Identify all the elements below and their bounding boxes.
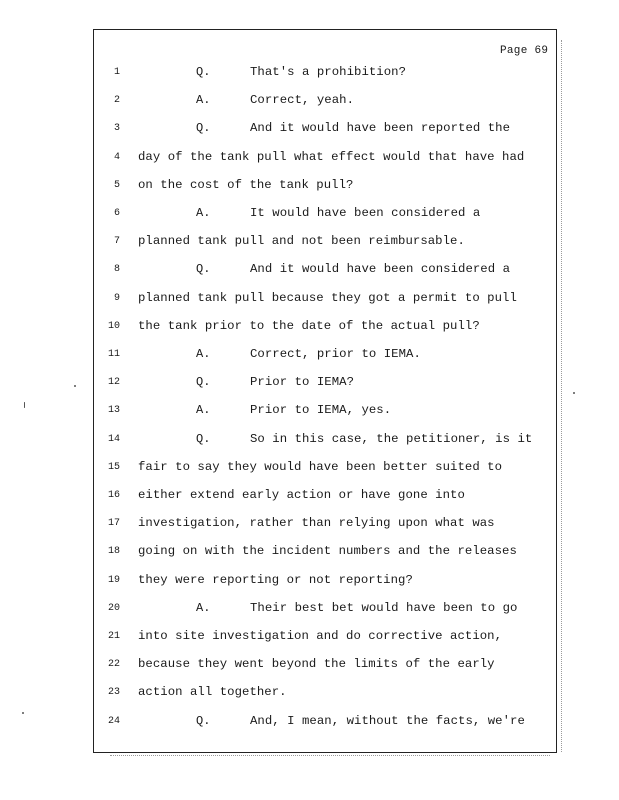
speaker-label: A. [196,206,211,220]
line-number: 17 [107,518,120,529]
line-number: 12 [107,377,120,388]
line-number: 2 [113,95,120,106]
line-number: 21 [107,631,120,642]
line-text: Correct, prior to IEMA. [250,347,421,361]
line-text: Their best bet would have been to go [250,601,518,615]
speaker-label: A. [196,601,211,615]
line-number: 22 [107,659,120,670]
line-number: 10 [107,321,120,332]
line-text: they were reporting or not reporting? [138,573,413,587]
line-number: 5 [113,180,120,191]
transcript-line [0,375,619,395]
line-text: day of the tank pull what effect would that have had [138,150,525,164]
line-text: Correct, yeah. [250,93,355,107]
speaker-label: A. [196,347,211,361]
line-number: 4 [113,152,120,163]
transcript-line [0,234,619,254]
line-number: 9 [113,293,120,304]
page-number: Page 69 [500,45,549,57]
line-text: fair to say they would have been better suited to [138,460,503,474]
line-number: 1 [113,67,120,78]
transcript-line [0,488,619,508]
speaker-label: Q. [196,375,211,389]
line-number: 13 [107,405,120,416]
speaker-label: A. [196,403,211,417]
transcript-line [0,291,619,311]
line-text: the tank prior to the date of the actual pull? [138,319,480,333]
line-text: planned tank pull because they got a permit to pull [138,291,517,305]
speaker-label: Q. [196,65,211,79]
line-text: planned tank pull and not been reimbursable. [138,234,465,248]
line-number: 24 [107,716,120,727]
line-number: 18 [107,546,120,557]
line-text: That's a prohibition? [250,65,407,79]
transcript-line [0,685,619,705]
transcript-line [0,121,619,141]
line-number: 6 [113,208,120,219]
line-number: 16 [107,490,120,501]
transcript-line [0,714,619,734]
line-text: It would have been considered a [250,206,481,220]
line-number: 20 [107,603,120,614]
transcript-line [0,460,619,480]
line-text: And it would have been reported the [250,121,511,135]
transcript-line [0,516,619,536]
line-number: 19 [107,575,120,586]
line-text: So in this case, the petitioner, is it [250,432,533,446]
line-text: on the cost of the tank pull? [138,178,354,192]
line-text: Prior to IEMA? [250,375,355,389]
transcript-line [0,544,619,564]
line-text: Prior to IEMA, yes. [250,403,392,417]
line-text: investigation, rather than relying upon what was [138,516,495,530]
line-text: because they went beyond the limits of the early [138,657,495,671]
line-text: And it would have been considered a [250,262,511,276]
transcript-line [0,601,619,621]
transcript-line [0,347,619,367]
speaker-label: Q. [196,121,211,135]
scan-edge-bottom [110,755,550,757]
transcript-line [0,573,619,593]
speaker-label: Q. [196,262,211,276]
line-number: 14 [107,434,120,445]
line-text: action all together. [138,685,287,699]
transcript-line [0,319,619,339]
transcript-line [0,150,619,170]
transcript-line [0,65,619,85]
transcript-line [0,178,619,198]
line-text: And, I mean, without the facts, we're [250,714,525,728]
line-text: either extend early action or have gone into [138,488,465,502]
transcript-line [0,206,619,226]
transcript-line [0,657,619,677]
transcript-line [0,93,619,113]
line-number: 8 [113,264,120,275]
line-text: going on with the incident numbers and the releases [138,544,517,558]
line-number: 15 [107,462,120,473]
line-text: into site investigation and do corrective action, [138,629,503,643]
transcript-line [0,262,619,282]
line-number: 3 [113,123,120,134]
speaker-label: Q. [196,432,211,446]
transcript-line [0,432,619,452]
line-number: 23 [107,687,120,698]
speaker-label: Q. [196,714,211,728]
line-number: 7 [113,236,120,247]
transcript-line [0,403,619,423]
speaker-label: A. [196,93,211,107]
line-number: 11 [107,349,120,360]
transcript-line [0,629,619,649]
